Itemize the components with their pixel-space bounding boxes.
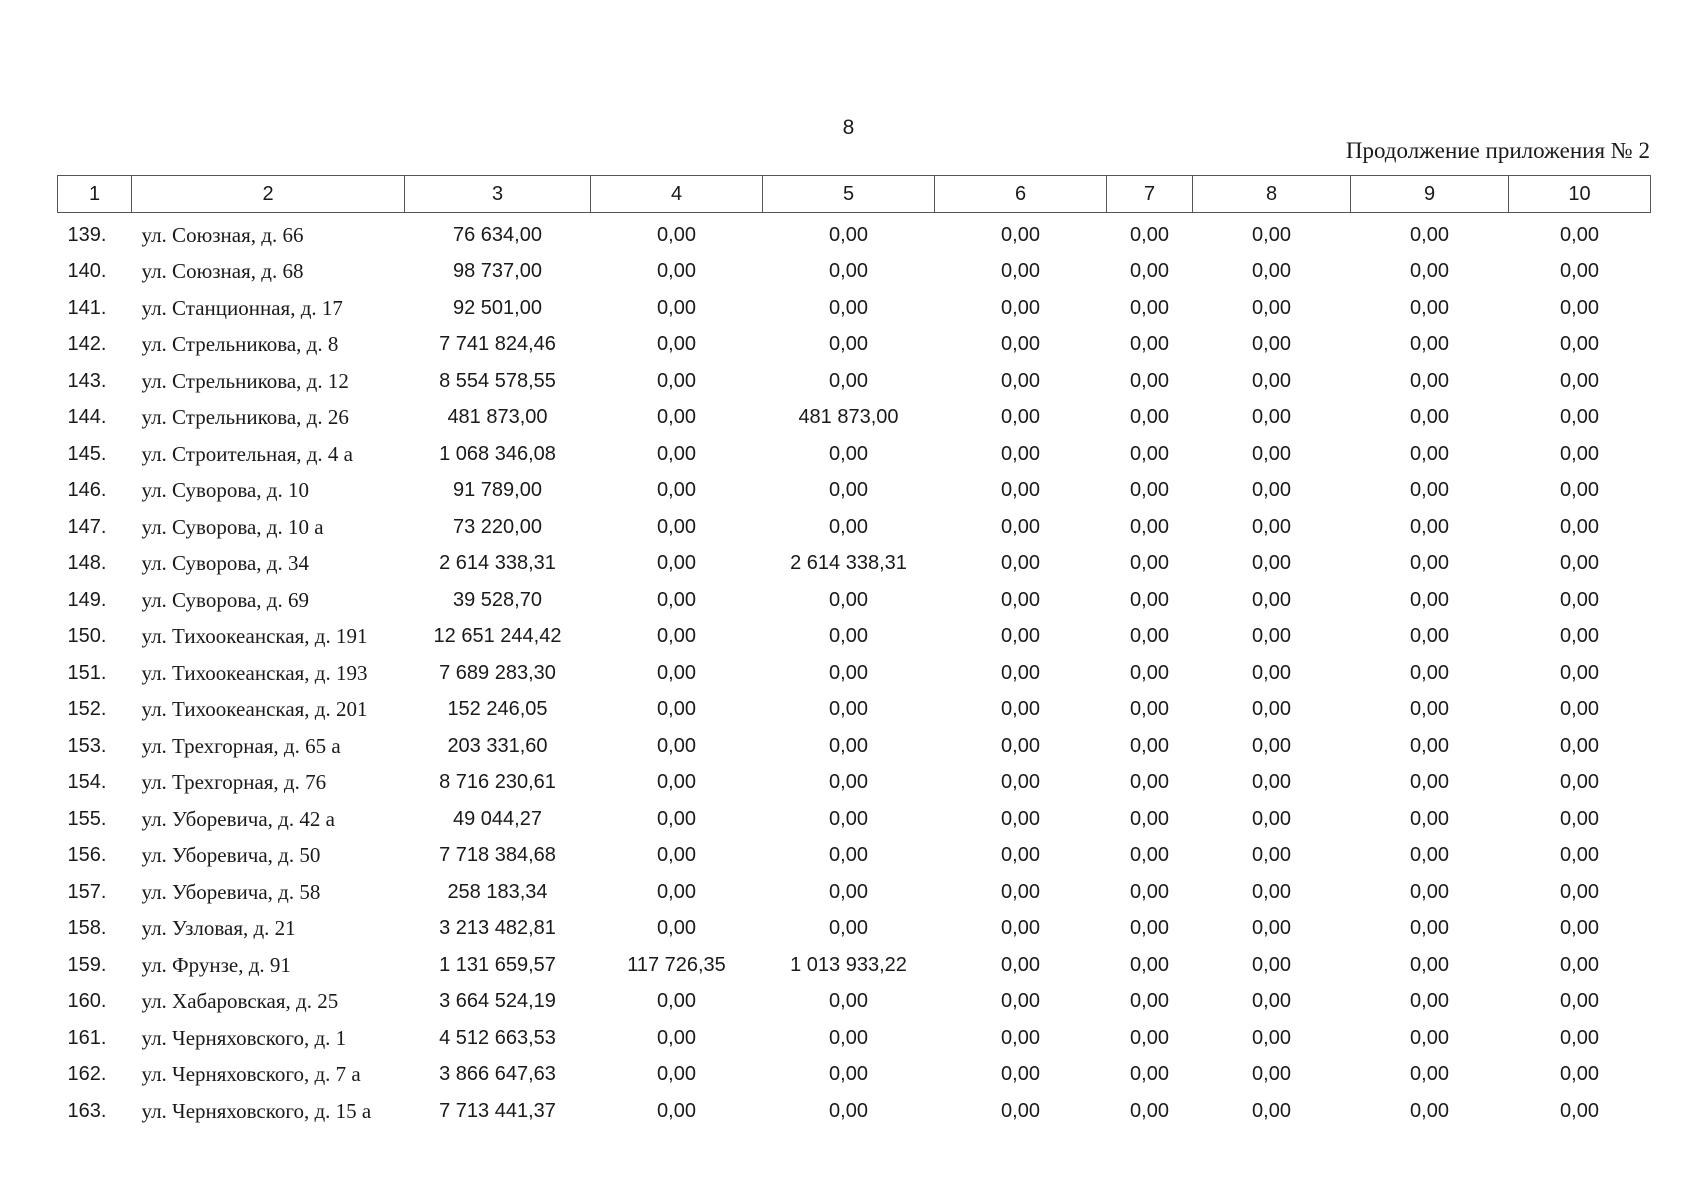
value-cell: 0,00 xyxy=(1001,990,1040,1013)
row-number: 162. xyxy=(67,1063,107,1086)
value-cell: 0,00 xyxy=(1410,661,1449,684)
value-cell: 3 213 482,81 xyxy=(439,917,556,940)
table-row xyxy=(58,1057,1651,1094)
address-cell: ул. Черняховского, д. 15 а xyxy=(141,1098,372,1123)
value-cell: 73 220,00 xyxy=(453,515,542,538)
value-cell: 0,00 xyxy=(657,1026,696,1049)
value-cell: 0,00 xyxy=(1001,442,1040,465)
value-cell: 0,00 xyxy=(1001,698,1040,721)
value-cell: 0,00 xyxy=(1252,515,1291,538)
value-cell: 0,00 xyxy=(657,296,696,319)
value-cell: 0,00 xyxy=(1130,406,1169,429)
value-cell: 0,00 xyxy=(829,333,868,356)
value-cell: 0,00 xyxy=(1130,807,1169,830)
value-cell: 0,00 xyxy=(829,844,868,867)
address-cell: ул. Хабаровская, д. 25 xyxy=(141,989,339,1014)
value-cell: 39 528,70 xyxy=(453,588,542,611)
value-cell: 0,00 xyxy=(1560,734,1599,757)
value-cell: 0,00 xyxy=(657,223,696,246)
address-cell: ул. Черняховского, д. 1 xyxy=(141,1025,347,1050)
value-cell: 0,00 xyxy=(1560,1099,1599,1122)
value-cell: 0,00 xyxy=(829,880,868,903)
value-cell: 0,00 xyxy=(1130,661,1169,684)
row-number: 163. xyxy=(67,1099,107,1122)
row-number: 154. xyxy=(67,771,107,794)
value-cell: 1 013 933,22 xyxy=(790,953,907,976)
value-cell: 0,00 xyxy=(829,1026,868,1049)
address-cell: ул. Фрунзе, д. 91 xyxy=(141,952,291,977)
value-cell: 12 651 244,42 xyxy=(433,625,562,648)
value-cell: 0,00 xyxy=(1560,260,1599,283)
value-cell: 0,00 xyxy=(1560,442,1599,465)
value-cell: 0,00 xyxy=(829,588,868,611)
value-cell: 0,00 xyxy=(657,515,696,538)
value-cell: 0,00 xyxy=(1252,771,1291,794)
value-cell: 0,00 xyxy=(1001,406,1040,429)
row-number: 146. xyxy=(67,479,107,502)
address-cell: ул. Тихоокеанская, д. 191 xyxy=(141,624,368,649)
column-header: 7 xyxy=(1107,176,1193,213)
value-cell: 0,00 xyxy=(1252,223,1291,246)
value-cell: 0,00 xyxy=(1560,552,1599,575)
value-cell: 0,00 xyxy=(1560,771,1599,794)
row-number: 156. xyxy=(67,844,107,867)
value-cell: 0,00 xyxy=(657,844,696,867)
value-cell: 0,00 xyxy=(1410,296,1449,319)
value-cell: 7 689 283,30 xyxy=(439,661,556,684)
address-cell: ул. Стрельникова, д. 26 xyxy=(141,405,349,430)
address-cell: ул. Стрельникова, д. 12 xyxy=(141,368,349,393)
value-cell: 0,00 xyxy=(1252,953,1291,976)
address-cell: ул. Союзная, д. 66 xyxy=(141,222,304,247)
value-cell: 0,00 xyxy=(1130,552,1169,575)
value-cell: 0,00 xyxy=(1410,698,1449,721)
address-cell: ул. Уборевича, д. 42 а xyxy=(141,806,335,831)
value-cell: 0,00 xyxy=(1001,734,1040,757)
value-cell: 0,00 xyxy=(1130,734,1169,757)
value-cell: 0,00 xyxy=(829,625,868,648)
value-cell: 0,00 xyxy=(657,807,696,830)
value-cell: 8 716 230,61 xyxy=(439,771,556,794)
value-cell: 0,00 xyxy=(1252,734,1291,757)
value-cell: 0,00 xyxy=(1560,296,1599,319)
value-cell: 0,00 xyxy=(1560,333,1599,356)
value-cell: 0,00 xyxy=(1560,369,1599,392)
row-number: 147. xyxy=(67,515,107,538)
address-cell: ул. Тихоокеанская, д. 201 xyxy=(141,697,368,722)
table-row xyxy=(58,692,1651,729)
table-row xyxy=(58,509,1651,546)
row-number: 145. xyxy=(67,442,107,465)
value-cell: 0,00 xyxy=(1130,1099,1169,1122)
value-cell: 0,00 xyxy=(829,1063,868,1086)
column-header: 10 xyxy=(1509,176,1651,213)
value-cell: 0,00 xyxy=(1252,625,1291,648)
table-row xyxy=(58,874,1651,911)
value-cell: 0,00 xyxy=(1560,406,1599,429)
value-cell: 0,00 xyxy=(1001,333,1040,356)
table-row xyxy=(58,619,1651,656)
value-cell: 0,00 xyxy=(1252,296,1291,319)
value-cell: 0,00 xyxy=(1560,844,1599,867)
address-cell: ул. Союзная, д. 68 xyxy=(141,259,304,284)
table-row xyxy=(58,1020,1651,1057)
row-number: 142. xyxy=(67,333,107,356)
value-cell: 0,00 xyxy=(1252,260,1291,283)
address-cell: ул. Суворова, д. 34 xyxy=(141,551,309,576)
value-cell: 0,00 xyxy=(1130,479,1169,502)
table-row xyxy=(58,473,1651,510)
value-cell: 0,00 xyxy=(1130,515,1169,538)
value-cell: 0,00 xyxy=(1130,990,1169,1013)
value-cell: 481 873,00 xyxy=(798,406,899,429)
value-cell: 0,00 xyxy=(1252,844,1291,867)
value-cell: 0,00 xyxy=(829,296,868,319)
table-header xyxy=(58,176,1651,213)
page-number: 8 xyxy=(842,116,855,139)
table-row xyxy=(58,546,1651,583)
column-header: 9 xyxy=(1351,176,1509,213)
value-cell: 0,00 xyxy=(1410,588,1449,611)
value-cell: 0,00 xyxy=(1130,296,1169,319)
value-cell: 92 501,00 xyxy=(453,296,542,319)
address-cell: ул. Узловая, д. 21 xyxy=(141,916,296,941)
table-row xyxy=(58,1093,1651,1130)
value-cell: 0,00 xyxy=(1410,406,1449,429)
value-cell: 0,00 xyxy=(1410,953,1449,976)
value-cell: 98 737,00 xyxy=(453,260,542,283)
table-row xyxy=(58,655,1651,692)
value-cell: 0,00 xyxy=(657,734,696,757)
address-cell: ул. Строительная, д. 4 а xyxy=(141,441,353,466)
value-cell: 0,00 xyxy=(1130,880,1169,903)
value-cell: 0,00 xyxy=(1252,552,1291,575)
value-cell: 0,00 xyxy=(1130,442,1169,465)
value-cell: 0,00 xyxy=(1410,479,1449,502)
value-cell: 0,00 xyxy=(829,698,868,721)
table-row xyxy=(58,728,1651,765)
value-cell: 203 331,60 xyxy=(447,734,548,757)
value-cell: 0,00 xyxy=(1252,442,1291,465)
value-cell: 0,00 xyxy=(1001,661,1040,684)
table-row xyxy=(58,838,1651,875)
value-cell: 0,00 xyxy=(1252,990,1291,1013)
value-cell: 0,00 xyxy=(1560,515,1599,538)
value-cell: 0,00 xyxy=(657,771,696,794)
value-cell: 0,00 xyxy=(1252,479,1291,502)
value-cell: 0,00 xyxy=(1001,479,1040,502)
value-cell: 0,00 xyxy=(1560,807,1599,830)
table-body xyxy=(58,213,1651,1130)
value-cell: 0,00 xyxy=(1252,1099,1291,1122)
table-row xyxy=(58,327,1651,364)
value-cell: 0,00 xyxy=(829,661,868,684)
value-cell: 258 183,34 xyxy=(447,880,548,903)
value-cell: 0,00 xyxy=(1001,1099,1040,1122)
column-header: 1 xyxy=(58,176,132,213)
value-cell: 0,00 xyxy=(829,515,868,538)
value-cell: 0,00 xyxy=(829,734,868,757)
value-cell: 0,00 xyxy=(1410,515,1449,538)
value-cell: 0,00 xyxy=(1410,1026,1449,1049)
table-row xyxy=(58,801,1651,838)
row-number: 141. xyxy=(67,296,107,319)
row-number: 143. xyxy=(67,369,107,392)
row-number: 155. xyxy=(67,807,107,830)
value-cell: 0,00 xyxy=(657,260,696,283)
row-number: 157. xyxy=(67,880,107,903)
table-row xyxy=(58,400,1651,437)
value-cell: 0,00 xyxy=(1560,990,1599,1013)
value-cell: 0,00 xyxy=(1130,223,1169,246)
row-number: 150. xyxy=(67,625,107,648)
value-cell: 0,00 xyxy=(657,479,696,502)
address-cell: ул. Тихоокеанская, д. 193 xyxy=(141,660,368,685)
value-cell: 0,00 xyxy=(1130,1026,1169,1049)
value-cell: 0,00 xyxy=(1001,260,1040,283)
row-number: 152. xyxy=(67,698,107,721)
column-header: 3 xyxy=(405,176,591,213)
value-cell: 0,00 xyxy=(1560,479,1599,502)
value-cell: 0,00 xyxy=(1560,1063,1599,1086)
value-cell: 0,00 xyxy=(1001,1063,1040,1086)
value-cell: 8 554 578,55 xyxy=(439,369,556,392)
value-cell: 0,00 xyxy=(1001,625,1040,648)
table-row xyxy=(58,436,1651,473)
value-cell: 0,00 xyxy=(1560,625,1599,648)
row-number: 153. xyxy=(67,734,107,757)
table-row xyxy=(58,254,1651,291)
row-number: 140. xyxy=(67,260,107,283)
value-cell: 152 246,05 xyxy=(447,698,548,721)
table-row xyxy=(58,947,1651,984)
value-cell: 0,00 xyxy=(1001,1026,1040,1049)
value-cell: 0,00 xyxy=(1252,588,1291,611)
value-cell: 0,00 xyxy=(829,442,868,465)
value-cell: 117 726,35 xyxy=(627,953,726,976)
value-cell: 0,00 xyxy=(1001,369,1040,392)
address-cell: ул. Суворова, д. 10 xyxy=(141,478,309,503)
value-cell: 0,00 xyxy=(1001,807,1040,830)
value-cell: 0,00 xyxy=(1001,223,1040,246)
table-row xyxy=(58,984,1651,1021)
row-number: 144. xyxy=(67,406,107,429)
value-cell: 0,00 xyxy=(1130,625,1169,648)
value-cell: 0,00 xyxy=(1410,260,1449,283)
value-cell: 0,00 xyxy=(1252,661,1291,684)
value-cell: 7 718 384,68 xyxy=(439,844,556,867)
row-number: 160. xyxy=(67,990,107,1013)
value-cell: 0,00 xyxy=(1001,953,1040,976)
column-header: 2 xyxy=(132,176,405,213)
value-cell: 0,00 xyxy=(1560,588,1599,611)
value-cell: 49 044,27 xyxy=(453,807,542,830)
address-cell: ул. Стрельникова, д. 8 xyxy=(141,332,339,357)
address-cell: ул. Станционная, д. 17 xyxy=(141,295,343,320)
value-cell: 0,00 xyxy=(1410,990,1449,1013)
value-cell: 0,00 xyxy=(829,369,868,392)
value-cell: 0,00 xyxy=(1130,698,1169,721)
value-cell: 0,00 xyxy=(1252,807,1291,830)
value-cell: 0,00 xyxy=(1410,917,1449,940)
value-cell: 0,00 xyxy=(1001,917,1040,940)
value-cell: 0,00 xyxy=(1130,333,1169,356)
address-cell: ул. Черняховского, д. 7 а xyxy=(141,1062,361,1087)
value-cell: 0,00 xyxy=(1560,917,1599,940)
value-cell: 2 614 338,31 xyxy=(439,552,556,575)
row-number: 158. xyxy=(67,917,107,940)
value-cell: 481 873,00 xyxy=(447,406,548,429)
value-cell: 0,00 xyxy=(1252,917,1291,940)
value-cell: 0,00 xyxy=(1252,369,1291,392)
value-cell: 0,00 xyxy=(1410,771,1449,794)
value-cell: 0,00 xyxy=(1410,844,1449,867)
value-cell: 0,00 xyxy=(1410,880,1449,903)
value-cell: 0,00 xyxy=(657,698,696,721)
table-row xyxy=(58,911,1651,948)
row-number: 149. xyxy=(67,588,107,611)
value-cell: 0,00 xyxy=(1130,369,1169,392)
value-cell: 0,00 xyxy=(1130,1063,1169,1086)
value-cell: 2 614 338,31 xyxy=(790,552,907,575)
value-cell: 0,00 xyxy=(657,1099,696,1122)
value-cell: 0,00 xyxy=(657,552,696,575)
table-row xyxy=(58,582,1651,619)
value-cell: 0,00 xyxy=(1410,734,1449,757)
value-cell: 0,00 xyxy=(657,442,696,465)
value-cell: 0,00 xyxy=(1410,1099,1449,1122)
value-cell: 3 866 647,63 xyxy=(439,1063,556,1086)
value-cell: 0,00 xyxy=(1130,260,1169,283)
value-cell: 0,00 xyxy=(829,260,868,283)
value-cell: 0,00 xyxy=(1560,953,1599,976)
value-cell: 0,00 xyxy=(657,917,696,940)
address-cell: ул. Суворова, д. 69 xyxy=(141,587,309,612)
value-cell: 0,00 xyxy=(1560,223,1599,246)
address-cell: ул. Уборевича, д. 50 xyxy=(141,843,321,868)
row-number: 148. xyxy=(67,552,107,575)
value-cell: 1 131 659,57 xyxy=(439,953,556,976)
value-cell: 0,00 xyxy=(1001,844,1040,867)
address-cell: ул. Трехгорная, д. 76 xyxy=(141,770,327,795)
value-cell: 0,00 xyxy=(1410,1063,1449,1086)
value-cell: 0,00 xyxy=(1410,552,1449,575)
row-number: 159. xyxy=(67,953,107,976)
value-cell: 0,00 xyxy=(1001,771,1040,794)
value-cell: 0,00 xyxy=(1410,333,1449,356)
column-header: 4 xyxy=(591,176,763,213)
value-cell: 0,00 xyxy=(1410,442,1449,465)
row-number: 161. xyxy=(67,1026,107,1049)
value-cell: 0,00 xyxy=(1410,625,1449,648)
address-cell: ул. Трехгорная, д. 65 а xyxy=(141,733,341,758)
value-cell: 0,00 xyxy=(1001,552,1040,575)
value-cell: 7 741 824,46 xyxy=(439,333,556,356)
value-cell: 7 713 441,37 xyxy=(439,1099,556,1122)
value-cell: 0,00 xyxy=(657,406,696,429)
value-cell: 0,00 xyxy=(1560,698,1599,721)
value-cell: 76 634,00 xyxy=(453,223,542,246)
value-cell: 0,00 xyxy=(1410,807,1449,830)
value-cell: 0,00 xyxy=(1560,880,1599,903)
value-cell: 0,00 xyxy=(1130,844,1169,867)
value-cell: 0,00 xyxy=(829,1099,868,1122)
value-cell: 0,00 xyxy=(829,917,868,940)
value-cell: 0,00 xyxy=(1252,406,1291,429)
value-cell: 0,00 xyxy=(1560,661,1599,684)
value-cell: 0,00 xyxy=(1252,333,1291,356)
column-header: 5 xyxy=(763,176,935,213)
value-cell: 0,00 xyxy=(657,333,696,356)
value-cell: 91 789,00 xyxy=(453,479,542,502)
value-cell: 0,00 xyxy=(1130,588,1169,611)
address-cell: ул. Уборевича, д. 58 xyxy=(141,879,321,904)
value-cell: 0,00 xyxy=(657,369,696,392)
value-cell: 0,00 xyxy=(1252,698,1291,721)
value-cell: 0,00 xyxy=(657,588,696,611)
value-cell: 0,00 xyxy=(829,771,868,794)
value-cell: 0,00 xyxy=(1410,223,1449,246)
value-cell: 0,00 xyxy=(1560,1026,1599,1049)
column-header: 6 xyxy=(935,176,1107,213)
value-cell: 0,00 xyxy=(1130,953,1169,976)
value-cell: 0,00 xyxy=(657,1063,696,1086)
value-cell: 0,00 xyxy=(1252,880,1291,903)
value-cell: 0,00 xyxy=(1001,515,1040,538)
header-row xyxy=(58,176,1651,213)
value-cell: 1 068 346,08 xyxy=(439,442,556,465)
row-number: 151. xyxy=(67,661,107,684)
value-cell: 0,00 xyxy=(829,223,868,246)
value-cell: 0,00 xyxy=(1001,296,1040,319)
value-cell: 0,00 xyxy=(657,990,696,1013)
appendix-continuation-note: Продолжение приложения № 2 xyxy=(1345,138,1650,163)
table-row xyxy=(58,213,1651,254)
table-row xyxy=(58,765,1651,802)
table-row xyxy=(58,290,1651,327)
data-table xyxy=(57,175,1651,1130)
column-header: 8 xyxy=(1193,176,1351,213)
value-cell: 0,00 xyxy=(657,625,696,648)
value-cell: 0,00 xyxy=(657,880,696,903)
value-cell: 0,00 xyxy=(829,479,868,502)
value-cell: 0,00 xyxy=(1001,588,1040,611)
value-cell: 0,00 xyxy=(657,661,696,684)
table-row xyxy=(58,363,1651,400)
value-cell: 0,00 xyxy=(1252,1063,1291,1086)
value-cell: 0,00 xyxy=(1130,771,1169,794)
value-cell: 0,00 xyxy=(829,807,868,830)
row-number: 139. xyxy=(67,223,107,246)
value-cell: 4 512 663,53 xyxy=(439,1026,556,1049)
value-cell: 0,00 xyxy=(829,990,868,1013)
value-cell: 0,00 xyxy=(1252,1026,1291,1049)
value-cell: 0,00 xyxy=(1410,369,1449,392)
value-cell: 0,00 xyxy=(1001,880,1040,903)
value-cell: 0,00 xyxy=(1130,917,1169,940)
address-cell: ул. Суворова, д. 10 а xyxy=(141,514,324,539)
value-cell: 3 664 524,19 xyxy=(439,990,556,1013)
